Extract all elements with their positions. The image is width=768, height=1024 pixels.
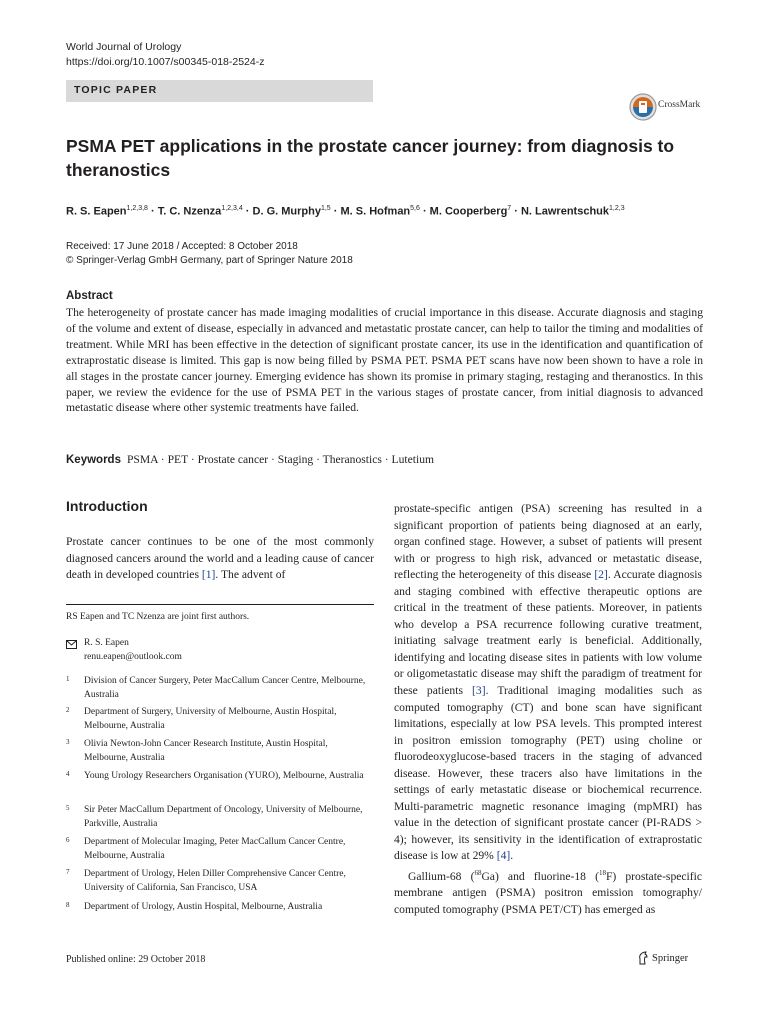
affiliation-text: Department of Urology, Helen Diller Comprehensive Cancer Centre, University of California, San Francisco, USA (84, 869, 346, 893)
dates-block (66, 240, 353, 268)
affiliation-number: 6 (66, 836, 70, 844)
keywords-text: PSMA · PET · Prostate cancer · Staging · Theranostics · Lutetium (126, 453, 435, 466)
author-name[interactable]: D. G. Murphy (252, 205, 321, 218)
intro-text: Ga) and fluorine-18 ( (481, 869, 599, 883)
springer-horse-icon (637, 951, 649, 965)
introduction-heading: Introduction (66, 498, 148, 514)
affiliation-number: 1 (66, 675, 70, 683)
affiliation-number: 3 (66, 738, 70, 746)
affiliation-number: 2 (66, 706, 70, 714)
author-name[interactable]: M. Cooperberg (429, 205, 508, 218)
contact-email[interactable]: renu.eapen@outlook.com (84, 651, 182, 662)
envelope-icon (66, 640, 77, 649)
footnote-divider (66, 604, 374, 605)
published-online: Published online: 29 October 2018 (66, 954, 206, 965)
received-accepted: Received: 17 June 2018 / Accepted: 8 October 2018 (66, 241, 298, 252)
intro-text: prostate-specific antigen (PSA) screening has resulted in a significant proportion of patients being diagnosed at an early, organ confined stage. However, a subset of patients will present with or progress to high risk, advanced or metastatic disease, reflecting the heterogeneity of this disease (394, 502, 702, 582)
affiliation-number: 8 (66, 901, 70, 909)
citation-link[interactable]: [1] (201, 568, 216, 582)
copyright: © Springer-Verlag GmbH Germany, part of Springer Nature 2018 (66, 255, 353, 266)
intro-text: F) prostate-specific membrane antigen (PSMA) positron emission tomography/ computed tomography (PSMA PET/CT) has emerged as (394, 869, 702, 916)
author-name[interactable]: T. C. Nzenza (157, 205, 222, 218)
contact-name: R. S. Eapen (84, 638, 129, 648)
publisher-name: Springer (652, 953, 689, 964)
author-affiliation-marks: 1,2,3 (609, 205, 625, 212)
affiliation-text: Division of Cancer Surgery, Peter MacCallum Cancer Centre, Melbourne, Australia (84, 676, 366, 700)
intro-text: . (510, 849, 514, 863)
citation-link[interactable]: [2] (594, 568, 608, 582)
intro-right-paragraphs (394, 501, 702, 919)
intro-paragraph (394, 501, 702, 865)
author-separator: · (419, 205, 430, 218)
intro-left-paragraph (66, 534, 374, 584)
affiliation-text: Olivia Newton-John Cancer Research Institute, Austin Hospital, Melbourne, Australia (84, 739, 328, 763)
author-separator: · (147, 205, 158, 218)
abstract-heading: Abstract (66, 290, 113, 302)
isotope-superscript: 68 (474, 869, 482, 878)
author-separator: · (242, 205, 253, 218)
intro-text: Gallium-68 ( (408, 869, 475, 883)
paper-title: PSMA PET applications in the prostate cancer journey: from diagnosis to theranostics (66, 136, 675, 180)
isotope-superscript: 18 (598, 869, 606, 878)
intro-text: . Traditional imaging modalities such as computed tomography (CT) and bone scan have significant limitations, especially at low PSA levels. This prompted interest in positron emission tomography (PET) using choline or fluorodeoxyglucose-based tracers in the staging of advanced disease. However, these tracers also have limitations in the settings of early metastatic disease or biochemical recurrence. Multi-parametric magnetic resonance imaging (mpMRI) has value in the detection of significant prostate cancer (PI-RADS > 4); however, its sensitivity in the identification of extraprostatic disease is low at 29% (394, 684, 702, 863)
affiliation-text: Department of Urology, Austin Hospital, Melbourne, Australia (84, 902, 323, 912)
affiliation-text: Young Urology Researchers Organisation (YURO), Melbourne, Australia (84, 771, 364, 781)
doi-link[interactable]: https://doi.org/10.1007/s00345-018-2524-z (66, 56, 265, 68)
author-name[interactable]: M. S. Hofman (340, 205, 411, 218)
author-affiliation-marks: 1,5 (320, 205, 331, 212)
crossmark-label[interactable]: CrossMark (658, 100, 701, 110)
joint-author-note: RS Eapen and TC Nzenza are joint first authors. (66, 612, 250, 622)
affiliation-text: Department of Molecular Imaging, Peter MacCallum Cancer Centre, Melbourne, Australia (84, 837, 346, 861)
author-list (66, 201, 726, 220)
author-affiliation-marks: 1,2,3,8 (126, 205, 148, 212)
abstract-text: The heterogeneity of prostate cancer has made imaging modalities of crucial importance in this disease. Accurate diagnosis and staging of the volume and extent of disease, especially in advanced and metastatic prostate cancer, can help to tailor the timing and modalities of treatment. While MRI has been effective in the detection of significant prostate cancer, its use in the identification and quantification of extraprostatic disease is limited. This gap is now being filled by PSMA PET. PSMA PET scans have now been shown to have a role in all stages in the prostate cancer journey. Emerging evidence has shown its promise in primary staging, restaging and theranostics. In this paper, we review the evidence for the use of PSMA PET in the various stages of prostate cancer, from initial diagnosis to advanced metastatic disease where other systemic treatments have failed. (66, 306, 703, 415)
author-affiliation-marks: 1,2,3,4 (221, 205, 243, 212)
affiliation-text: Sir Peter MacCallum Department of Oncology, University of Melbourne, Parkville, Australia (84, 805, 363, 829)
journal-name: World Journal of Urology (66, 41, 182, 53)
intro-paragraph (394, 865, 702, 919)
author-name[interactable]: N. Lawrentschuk (520, 205, 610, 218)
intro-text: . Accurate diagnosis and staging combined with effective therapeutic options are critical in the treatment of these patients. Moreover, in patients who develop a PSA recurrence following curative treatment, initiating salvage treatment early is beneficial. Additionally, identifying and locating disease sites in patients with low volume or oligometastatic disease may shift the paradigm of treatment for these patients (394, 568, 702, 698)
journal-header (66, 40, 264, 70)
keywords-heading: Keywords (66, 454, 121, 466)
contact-block (84, 637, 182, 664)
author-separator: · (511, 205, 521, 218)
author-affiliation-marks: 5,6 (410, 205, 420, 212)
author-name[interactable]: R. S. Eapen (66, 205, 127, 218)
citation-link[interactable]: [3] (472, 684, 486, 698)
topic-label: TOPIC PAPER (74, 84, 158, 96)
keywords-line (66, 453, 434, 466)
author-affiliation-marks: 7 (507, 205, 512, 212)
intro-text: Prostate cancer continues to be one of the most commonly diagnosed cancers around the world and a leading cause of cancer death in developed countries (66, 535, 374, 582)
affiliation-number: 7 (66, 868, 70, 876)
intro-text: . The advent of (215, 568, 286, 582)
affiliation-text: Department of Surgery, University of Melbourne, Austin Hospital, Melbourne, Australia (84, 707, 337, 731)
author-separator: · (330, 205, 341, 218)
affiliation-number: 4 (66, 770, 70, 778)
crossmark-icon[interactable] (628, 92, 658, 122)
citation-link[interactable]: [4] (496, 849, 511, 863)
affiliation-number: 5 (66, 804, 70, 812)
